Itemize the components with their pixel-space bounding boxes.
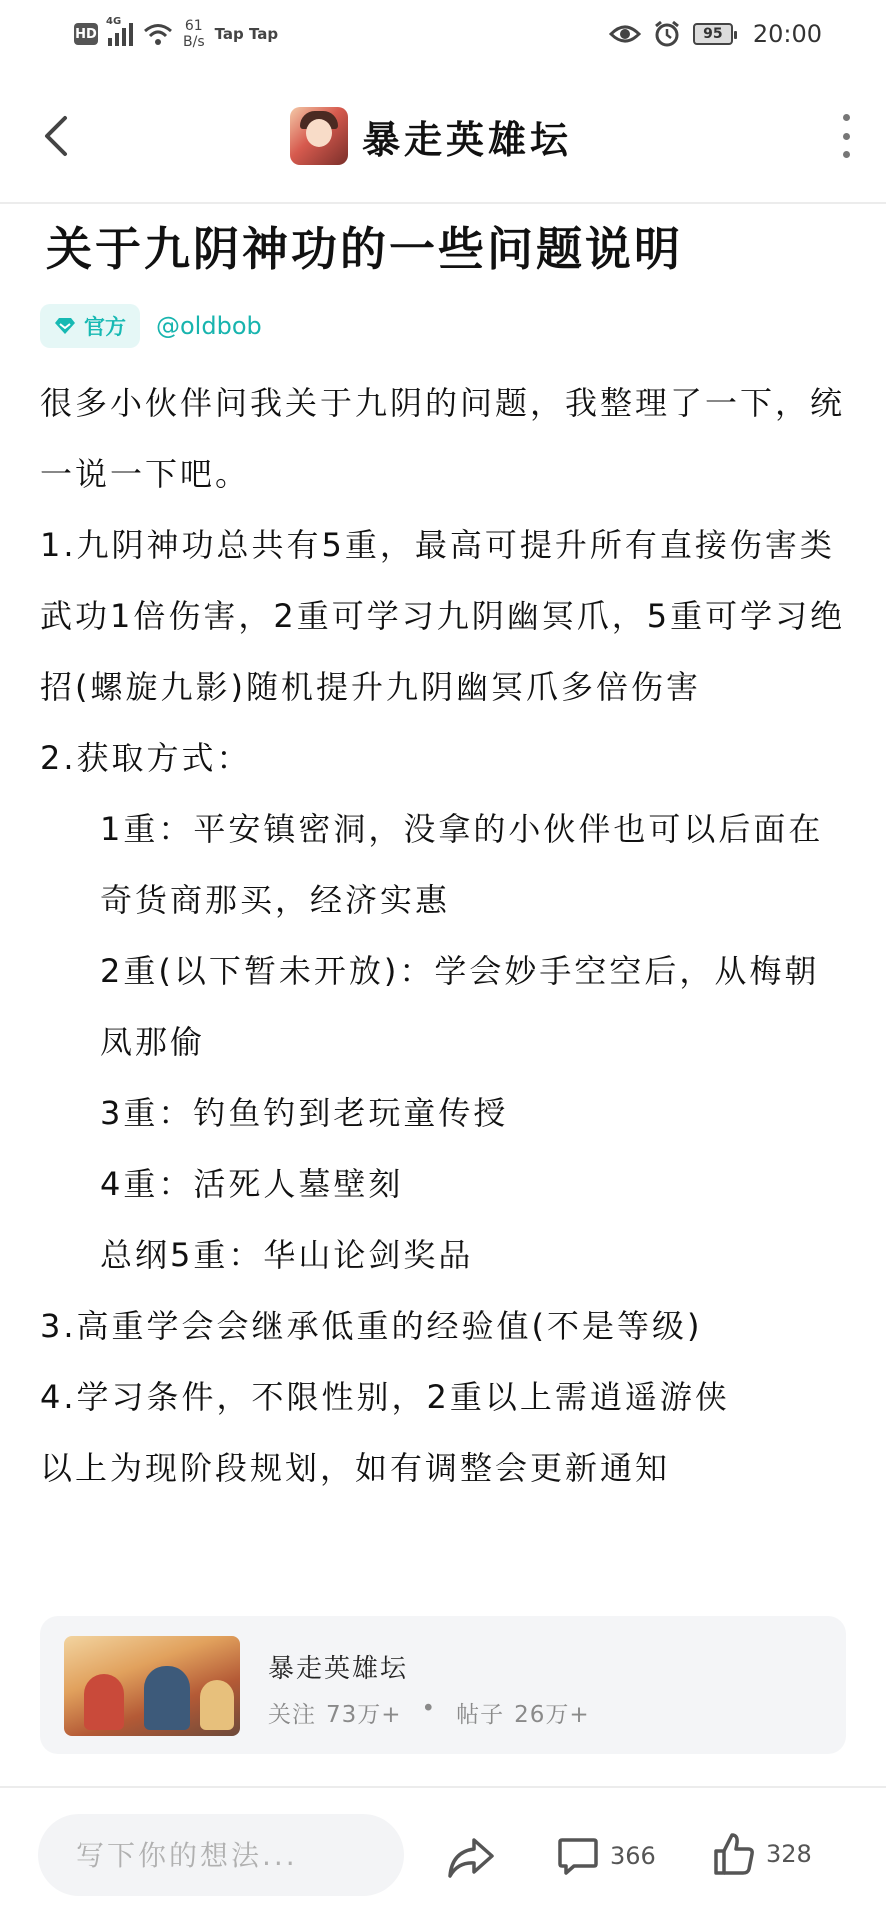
hd-badge: HD — [74, 23, 98, 45]
comment-icon — [556, 1834, 600, 1878]
notification-apps: Tap Tap — [214, 25, 279, 43]
status-bar — [0, 0, 886, 68]
official-badge — [40, 304, 140, 348]
clock: 20:00 — [752, 20, 822, 48]
wifi-icon — [143, 22, 173, 46]
post-meta — [40, 304, 262, 348]
post-title: 关于九阴神功的一些问题说明 — [46, 222, 683, 276]
share-icon — [446, 1832, 496, 1882]
paragraph: 以上为现阶段规划，如有调整会更新通知 — [40, 1449, 671, 1487]
forum-card-stats — [268, 1696, 590, 1729]
paragraph: 1.九阴神功总共有5重，最高可提升所有直接伤害类武功1倍伤害，2重可学习九阴幽冥爪，5重可学习绝招(螺旋九影)随机提升九阴幽冥爪多倍伤害 — [40, 526, 846, 706]
chevron-left-icon — [43, 114, 69, 158]
paragraph: 4.学习条件，不限性别，2重以上需逍遥游侠 — [40, 1378, 730, 1416]
like-count: 328 — [766, 1840, 812, 1868]
netspeed-unit: B/s — [183, 34, 205, 50]
paragraph: 很多小伙伴问我关于九阴的问题，我整理了一下，统一说一下吧。 — [40, 384, 846, 493]
forum-card-title: 暴走英雄坛 — [268, 1654, 409, 1684]
signal-label: 4G — [106, 16, 122, 27]
comment-input[interactable] — [38, 1814, 404, 1896]
thumbs-up-icon — [712, 1831, 756, 1877]
diamond-icon — [54, 317, 76, 335]
back-button[interactable] — [36, 108, 76, 164]
eye-icon — [609, 22, 641, 46]
official-label: 官方 — [84, 315, 126, 339]
netspeed-value: 61 — [184, 18, 203, 34]
paragraph: 3.高重学会会继承低重的经验值(不是等级) — [40, 1307, 703, 1345]
nav-bar — [0, 68, 886, 204]
status-right — [609, 18, 822, 50]
forum-card[interactable] — [40, 1616, 846, 1754]
bottom-action-bar — [0, 1786, 886, 1922]
paragraph: 2.获取方式： — [40, 739, 252, 777]
forum-cover-image — [64, 1636, 240, 1736]
more-button[interactable] — [834, 114, 858, 158]
share-button[interactable] — [446, 1832, 496, 1882]
forum-avatar — [290, 107, 348, 165]
netspeed — [183, 18, 205, 50]
like-button[interactable] — [712, 1826, 812, 1882]
paragraph-indented: 4重：活死人墓壁刻 — [100, 1165, 404, 1203]
alarm-icon — [653, 20, 681, 48]
signal-icon — [106, 16, 133, 46]
more-vertical-icon — [843, 114, 850, 121]
follow-label: 关注 — [268, 1702, 316, 1728]
paragraph-indented: 3重：钓鱼钓到老玩童传授 — [100, 1094, 509, 1132]
nav-title: 暴走英雄坛 — [362, 117, 573, 162]
posts-count: 26万+ — [514, 1702, 590, 1728]
paragraph-indented: 1重：平安镇密洞，没拿的小伙伴也可以后面在奇货商那买，经济实惠 — [100, 810, 824, 919]
posts-label: 帖子 — [456, 1702, 505, 1728]
battery-icon — [693, 23, 733, 45]
paragraph-indented: 总纲5重：华山论剑奖品 — [100, 1236, 474, 1274]
paragraph-indented: 2重(以下暂未开放)：学会妙手空空后，从梅朝凤那偷 — [100, 952, 820, 1061]
post-body — [40, 368, 850, 1504]
follow-count: 73万+ — [326, 1702, 402, 1728]
battery-level: 95 — [703, 26, 723, 42]
comment-button[interactable] — [556, 1828, 656, 1884]
status-left — [74, 18, 278, 50]
author-link[interactable]: @oldbob — [156, 312, 262, 340]
comment-count: 366 — [610, 1842, 656, 1870]
forum-header[interactable] — [290, 106, 572, 166]
stats-separator: • — [421, 1696, 437, 1722]
